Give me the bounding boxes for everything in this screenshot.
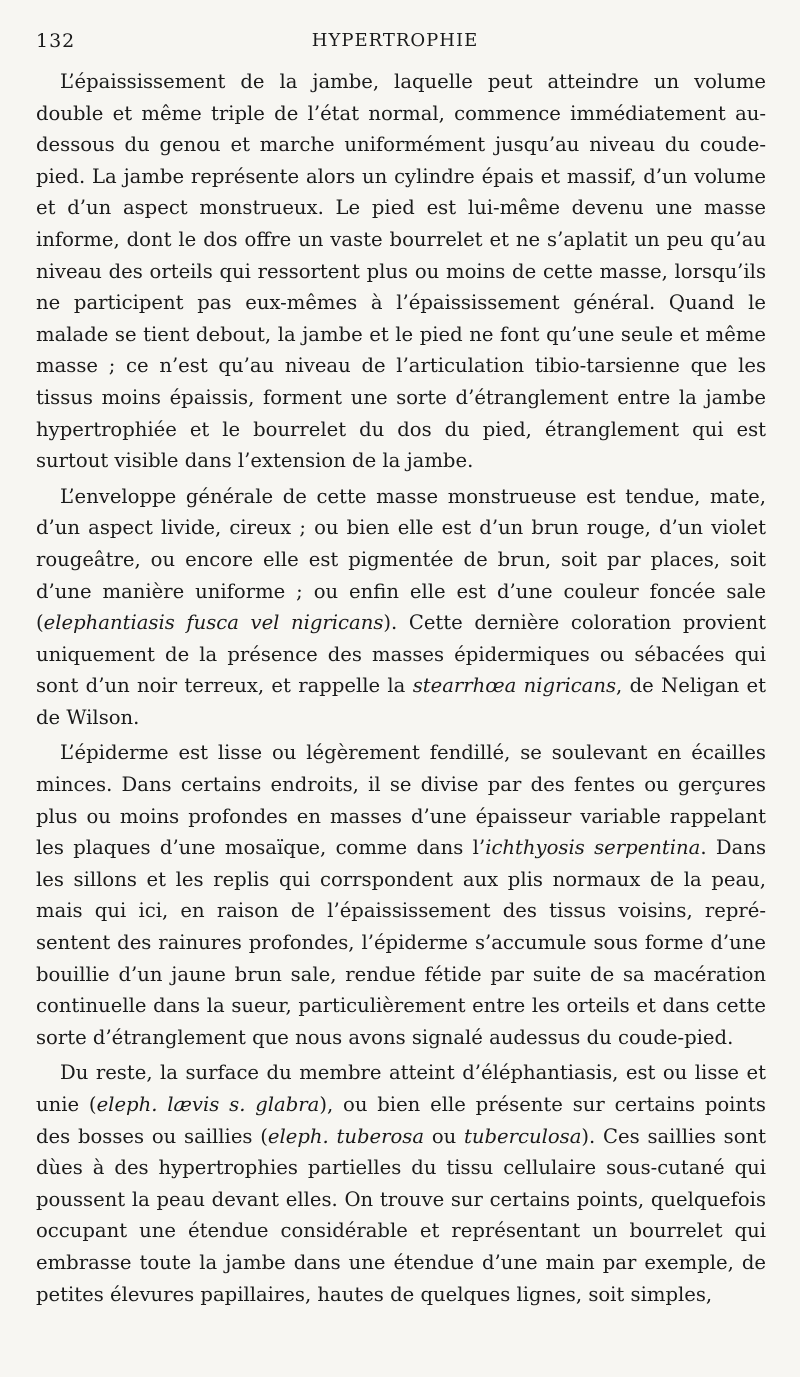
- italic-term: tuberculosa: [464, 1124, 582, 1148]
- paragraph-2: [36, 481, 766, 734]
- paragraph-3: [36, 737, 766, 1053]
- italic-term: stearrhœa nigricans: [412, 674, 617, 698]
- text-segment: L’épiderme est lisse ou légèrement fendillé, se soulevant en écailles minces. Dans certains endroits, il se divise par des fentes ou gerçures plus ou moins profondes en masses d’une épaisseur variable rappelant les plaques d’une mosaïque, comme dans l’: [36, 741, 766, 860]
- page-header: [36, 22, 766, 66]
- text-segment: L’épaississement de la jambe, laquelle peut atteindre un volume double et même triple de l’état normal, commence immédiatement au-dessous du genou et marche uniformément jusqu’au niveau du coude-pied. La jambe représente alors un cylindre épais et massif, d’un volume et d’un aspect monstrueux. Le pied est lui-même devenu une masse informe, dont le dos offre un vaste bourrelet et ne s’aplatit un peu qu’au niveau des orteils qui ressortent plus ou moins de cette masse, lorsqu’ils ne participent pas eux-mêmes à l’épaississement général. Quand le malade se tient debout, la jambe et le pied ne font qu’une seule et même masse ; ce n’est qu’au niveau de l’articulation tibio-tarsienne que les tissus moins épaissis, forment une sorte d’étranglement entre la jambe hypertrophiée et le bourrelet du dos du pied, étranglement qui est surtout visible dans l’extension de la jambe.: [36, 70, 766, 473]
- text-segment: ). Ces saillies sont dùes à des hypertrophies partielles du tissu cellulaire sous-cutané qui poussent la peau devant elles. On trouve sur certains points, quelquefois occupant une étendue considérable et représentant un bourrelet qui embrasse toute la jambe dans une étendue d’une main par exemple, de petites élevures papillaires, hautes de quelques lignes, soit simples,: [36, 1124, 767, 1306]
- text-segment: Du reste, la surface du membre atteint d’éléphantiasis, est ou lisse et unie (: [36, 1061, 766, 1116]
- text-segment: ou: [424, 1124, 464, 1148]
- page-number: 132: [36, 30, 76, 52]
- italic-term: elephantiasis fusca vel nigricans: [43, 611, 384, 635]
- text-segment: ), ou bien elle présente sur certains points des bosses ou saillies (: [36, 1093, 766, 1148]
- running-title: HYPERTROPHIE: [311, 30, 479, 51]
- text-segment: ). Cette dernière coloration provient uniquement de la présence des masses épidermiques ou sébacées qui sont d’un noir terreux, et rappelle la: [36, 611, 766, 698]
- italic-term: eleph. lævis s. glabra: [96, 1093, 320, 1116]
- italic-term: eleph. tuberosa: [267, 1124, 425, 1148]
- text-segment: L’enveloppe générale de cette masse monstrueuse est tendue, mate, d’un aspect livide, cireux ; ou bien elle est d’un brun rouge, d’un violet rougeâtre, ou encore elle est pigmentée de brun, soit par places, soit d’une manière uniforme ; ou enfin elle est d’une couleur foncée sale (: [36, 484, 766, 635]
- text-segment: , de Neligan et de Wilson.: [36, 674, 766, 729]
- text-segment: . Dans les sillons et les replis qui corrspondent aux plis normaux de la peau, mais qui ici, en raison de l’épaississement des tissus voisins, représentent des rainures profondes, l’épiderme s’accumule sous forme d’une bouillie d’un jaune brun sale, rendue fétide par suite de sa macération continuelle dans la sueur, particulièrement entre les orteils et dans cette sorte d’étranglement que nous avons signalé audessus du coude-pied.: [36, 836, 766, 1049]
- italic-term: ichthyosis serpentina: [485, 836, 701, 860]
- paragraph-4: [36, 1057, 766, 1310]
- paragraph-1: [36, 66, 766, 477]
